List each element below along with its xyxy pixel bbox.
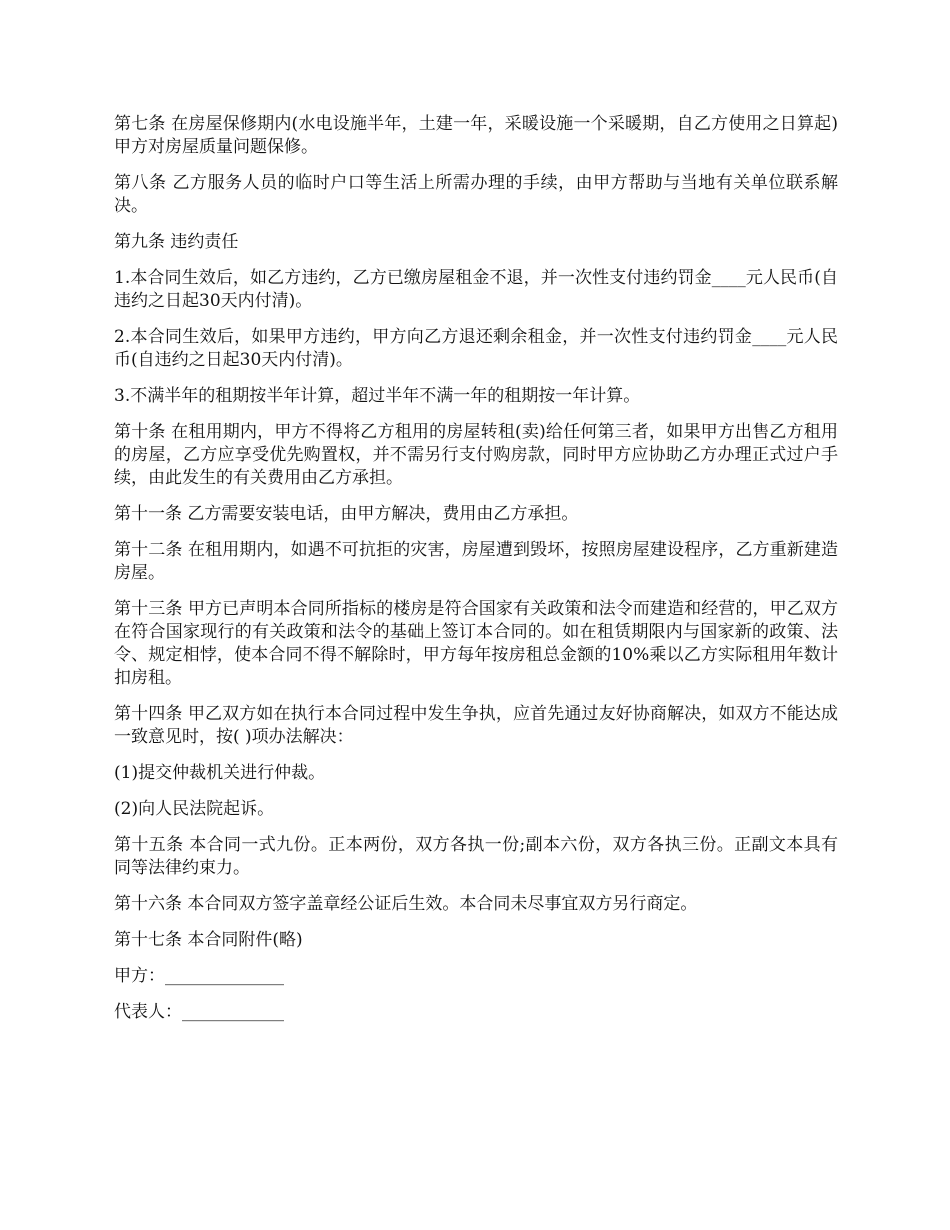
clause-16: 第十六条 本合同双方签字盖章经公证后生效。本合同未尽事宜双方另行商定。 xyxy=(114,894,698,914)
clause-15: 第十五条 本合同一式九份。正本两份，双方各执一份;副本六份，双方各执三份。正副文本具有同等法律约束力。 xyxy=(114,835,838,878)
clause-10: 第十条 在租用期内，甲方不得将乙方租用的房屋转租(卖)给任何第三者，如果甲方出售乙方租用的房屋，乙方应享受优先购置权，并不需另行支付购房款，同时甲方应协助乙方办理正式过户手续，由此发生的有关费用由乙方承担。 xyxy=(114,422,838,488)
clause-14-option-2: (2)向人民法院起诉。 xyxy=(114,799,275,819)
clause-13: 第十三条 甲方已声明本合同所指标的楼房是符合国家有关政策和法令而建造和经营的，甲乙双方在符合国家现行的有关政策和法令的基础上签订本合同的。如在租赁期限内与国家新的政策、法令、规定相悖，使本合同不得不解除时，甲方每年按房租总金额的10%乘以乙方实际租用年数计扣房租。 xyxy=(114,599,838,688)
clause-7: 第七条 在房屋保修期内(水电设施半年，土建一年，采暖设施一个采暖期，自乙方使用之日算起)甲方对房屋质量问题保修。 xyxy=(114,114,838,157)
clause-11: 第十一条 乙方需要安装电话，由甲方解决，费用由乙方承担。 xyxy=(114,504,579,524)
signature-representative: 代表人：____________ xyxy=(114,1002,284,1022)
clause-14-option-1: (1)提交仲裁机关进行仲裁。 xyxy=(114,763,326,783)
clause-9-item-1: 1.本合同生效后，如乙方违约，乙方已缴房屋租金不退，并一次性支付违约罚金____元人民币(自违约之日起30天内付清)。 xyxy=(114,268,838,311)
clause-9-item-2: 2.本合同生效后，如果甲方违约，甲方向乙方退还剩余租金，并一次性支付违约罚金____元人民币(自违约之日起30天内付清)。 xyxy=(114,327,838,370)
clause-17: 第十七条 本合同附件(略) xyxy=(114,930,303,950)
clause-8: 第八条 乙方服务人员的临时户口等生活上所需办理的手续，由甲方帮助与当地有关单位联系解决。 xyxy=(114,173,838,216)
document-body xyxy=(114,113,838,1037)
signature-party-a: 甲方：______________ xyxy=(114,966,284,986)
clause-9-item-3: 3.不满半年的租期按半年计算，超过半年不满一年的租期按一年计算。 xyxy=(114,386,641,406)
clause-9-heading: 第九条 违约责任 xyxy=(114,232,239,252)
clause-12: 第十二条 在租用期内，如遇不可抗拒的灾害，房屋遭到毁坏，按照房屋建设程序，乙方重新建造房屋。 xyxy=(114,540,838,583)
clause-14: 第十四条 甲乙双方如在执行本合同过程中发生争执，应首先通过友好协商解决，如双方不能达成一致意见时，按( )项办法解决： xyxy=(114,704,838,747)
